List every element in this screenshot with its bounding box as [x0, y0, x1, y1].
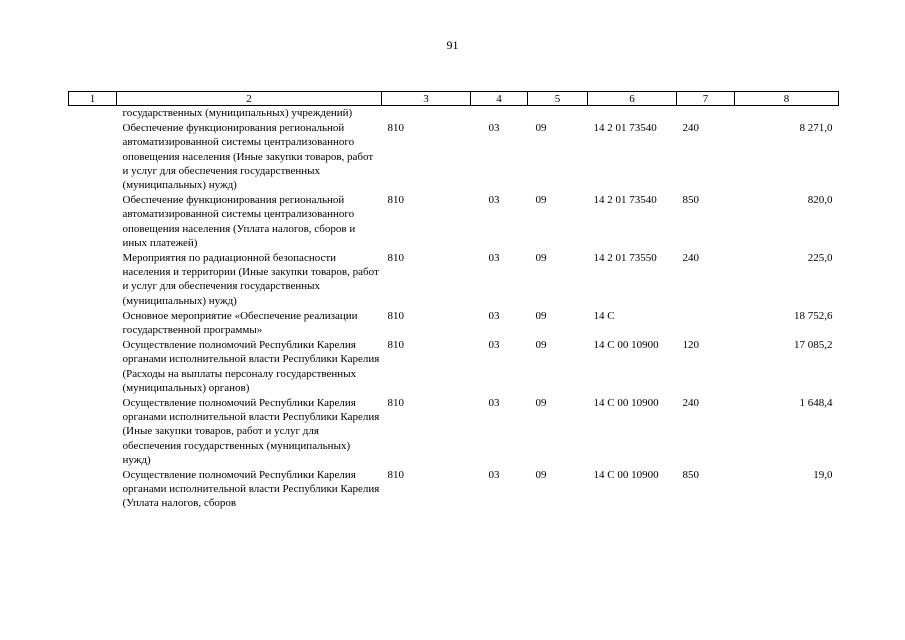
row-description: Осуществление полномочий Республики Карелия органами исполнительной власти Республики Карелия (Расходы на выплаты персоналу государственных (муниципальных) органов): [122, 339, 380, 394]
row-target-code: 14 С: [593, 309, 615, 322]
header-col-7: 7: [677, 92, 735, 106]
row-target-code: 14 2 01 73550: [593, 252, 657, 265]
table-row: [69, 106, 839, 122]
row-amount: 1 648,4: [799, 397, 833, 410]
row-section-code: 03: [488, 122, 500, 135]
row-subsection-code: 09: [535, 122, 547, 135]
table-row: [69, 121, 839, 193]
row-subsection-code: 09: [535, 397, 547, 410]
row-col-1: [69, 121, 117, 193]
row-col-1: [69, 251, 117, 309]
row-ministry-code: 810: [387, 469, 404, 482]
row-col-1: [69, 338, 117, 396]
row-amount: [735, 106, 839, 122]
row-col-1: [69, 396, 117, 468]
row-description: Осуществление полномочий Республики Карелия органами исполнительной власти Республики Карелия (Иные закупки товаров, работ и услуг для обеспечения государственных (муниципальных) нужд): [122, 397, 380, 466]
row-amount: 17 085,2: [794, 339, 833, 352]
table-row: [69, 251, 839, 309]
row-ministry-code: [382, 106, 471, 122]
row-expense-type: 120: [682, 339, 699, 352]
row-col-1: [69, 193, 117, 251]
row-subsection-code: 09: [535, 339, 547, 352]
row-ministry-code: 810: [387, 397, 404, 410]
header-col-4: 4: [471, 92, 528, 106]
row-description: Осуществление полномочий Республики Карелия органами исполнительной власти Республики Карелия (Уплата налогов, сборов: [122, 469, 380, 510]
row-amount: 18 752,6: [794, 309, 833, 322]
row-target-code: 14 2 01 73540: [593, 194, 657, 207]
row-target-code: 14 С 00 10900: [593, 397, 659, 410]
row-section-code: 03: [488, 339, 500, 352]
row-amount: 820,0: [807, 194, 833, 207]
header-col-1: 1: [69, 92, 117, 106]
row-expense-type: 240: [682, 397, 699, 410]
row-subsection-code: [528, 106, 588, 122]
row-ministry-code: 810: [387, 122, 404, 135]
row-section-code: 03: [488, 194, 500, 207]
table-row: [69, 338, 839, 396]
row-description: Мероприятия по радиационной безопасности населения и территории (Иные закупки товаров, работ и услуг для обеспечения государственных (муниципальных) нужд): [122, 252, 379, 307]
row-target-code: [588, 106, 677, 122]
row-col-1: [69, 468, 117, 512]
page-number: 91: [446, 38, 459, 52]
row-subsection-code: 09: [535, 309, 547, 322]
header-col-2: 2: [117, 92, 382, 106]
row-ministry-code: 810: [387, 252, 404, 265]
row-ministry-code: 810: [387, 194, 404, 207]
row-expense-type: [677, 106, 735, 122]
row-section-code: 03: [488, 397, 500, 410]
row-col-1: [69, 309, 117, 338]
row-section-code: 03: [488, 309, 500, 322]
row-section-code: 03: [488, 252, 500, 265]
row-expense-type: 850: [682, 469, 699, 482]
row-target-code: 14 2 01 73540: [593, 122, 657, 135]
row-description: Обеспечение функционирования региональной автоматизированной системы централизованного оповещения населения (Иные закупки товаров, работ и услуг для обеспечения государственных (муниципальных) нужд): [122, 122, 374, 192]
table-row: [69, 468, 839, 512]
table-row: [69, 396, 839, 468]
row-target-code: 14 С 00 10900: [593, 469, 659, 482]
row-expense-type: 240: [682, 252, 699, 265]
header-col-3: 3: [382, 92, 471, 106]
row-description: Обеспечение функционирования региональной автоматизированной системы централизованного оповещения населения (Уплата налогов, сборов и иных платежей): [122, 194, 356, 249]
row-section-code: [471, 106, 528, 122]
row-expense-type: 850: [682, 194, 699, 207]
table-row: [69, 309, 839, 338]
budget-table: [68, 91, 839, 512]
row-col-1: [69, 106, 117, 122]
row-section-code: 03: [488, 469, 500, 482]
header-col-5: 5: [528, 92, 588, 106]
row-amount: 8 271,0: [799, 122, 833, 135]
row-ministry-code: 810: [387, 309, 404, 322]
table-row: [69, 193, 839, 251]
header-col-8: 8: [735, 92, 839, 106]
row-amount: 225,0: [807, 252, 833, 265]
row-amount: 19,0: [813, 469, 833, 482]
row-description: Основное мероприятие «Обеспечение реализации государственной программы»: [122, 309, 358, 337]
header-col-6: 6: [588, 92, 677, 106]
row-subsection-code: 09: [535, 469, 547, 482]
row-subsection-code: 09: [535, 252, 547, 265]
row-subsection-code: 09: [535, 194, 547, 207]
row-description: государственных (муниципальных) учреждений): [122, 107, 353, 119]
row-expense-type: [677, 309, 735, 338]
row-expense-type: 240: [682, 122, 699, 135]
row-ministry-code: 810: [387, 339, 404, 352]
row-target-code: 14 С 00 10900: [593, 339, 659, 352]
table-header-row: [69, 92, 839, 106]
